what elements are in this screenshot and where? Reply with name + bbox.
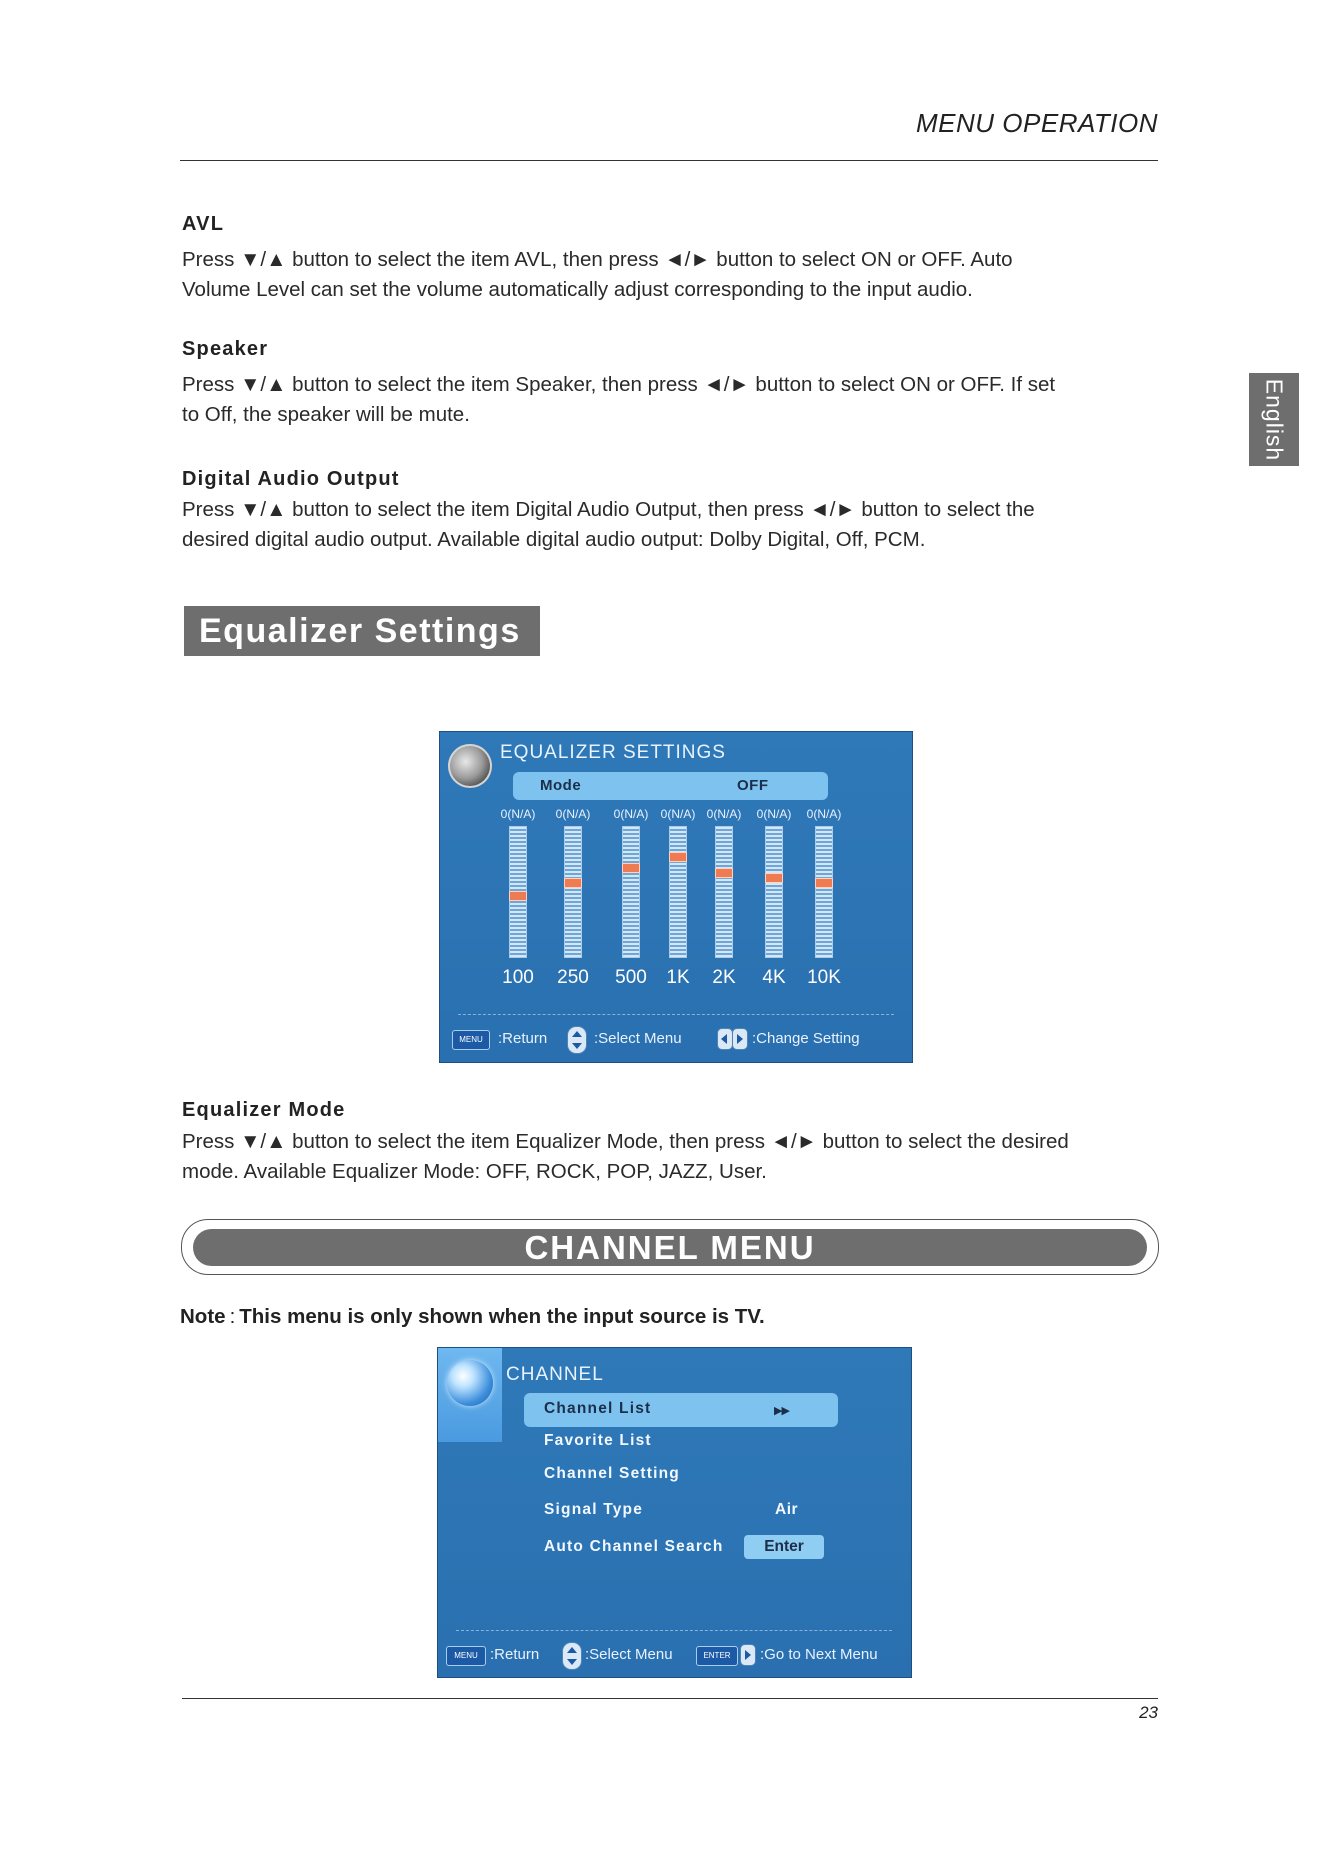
band-frequency-label: 1K [666,967,690,988]
speaker-icon [448,744,492,788]
note-label: Note [180,1305,226,1328]
band-slider-track[interactable] [815,826,833,958]
band-slider-thumb[interactable] [564,878,582,888]
footer-change-setting: :Change Setting [752,1030,860,1047]
mode-value: OFF [737,777,769,794]
band-slider-track[interactable] [669,826,687,958]
equalizer-settings-band [184,606,540,656]
band-value-label: 0(N/A) [806,807,842,821]
band-slider-thumb[interactable] [509,891,527,901]
globe-icon [447,1360,493,1406]
footer-divider [458,1014,894,1015]
band-value-label: 0(N/A) [756,807,792,821]
footer-go-to-next-menu: :Go to Next Menu [760,1646,878,1663]
section-title-speaker: Speaker [182,338,269,360]
band-value-label: 0(N/A) [660,807,696,821]
section-title-equalizer-mode: Equalizer Mode [182,1099,346,1121]
page-number: 23 [1139,1703,1158,1722]
body-line: Press ▼/▲ button to select the item AVL, then press ◄/► button to select ON or OFF. Auto [182,248,1013,271]
band-slider-thumb[interactable] [622,863,640,873]
section-body-digital-audio-output [182,495,1172,555]
note [180,1305,765,1329]
footer-return: :Return [490,1646,540,1663]
band-value-label: 0(N/A) [555,807,591,821]
band-frequency-label: 10K [807,967,841,988]
footer-rule [182,1698,1158,1699]
right-arrow-icon [740,1644,756,1666]
body-line: to Off, the speaker will be mute. [182,403,470,426]
menu-item-channel-list[interactable]: Channel List [544,1400,652,1417]
equalizer-settings-band-label: Equalizer Settings [199,612,521,650]
channel-screen [437,1347,912,1678]
mode-label: Mode [540,777,582,794]
body-line: mode. Available Equalizer Mode: OFF, ROCK, POP, JAZZ, User. [182,1160,767,1183]
language-tab [1249,373,1299,466]
menu-key-icon: MENU [446,1646,486,1666]
section-title-digital-audio-output: Digital Audio Output [182,468,400,490]
equalizer-screen-title: EQUALIZER SETTINGS [500,742,726,763]
footer-divider [456,1630,892,1631]
right-arrow-icon [732,1028,748,1050]
body-line: Volume Level can set the volume automatically adjust corresponding to the input audio. [182,278,973,301]
page-header-title: MENU OPERATION [916,108,1158,138]
band-frequency-label: 100 [502,967,534,988]
body-line: Press ▼/▲ button to select the item Speaker, then press ◄/► button to select ON or OFF. If set [182,373,1056,396]
menu-item-channel-setting[interactable]: Channel Setting [544,1465,680,1482]
menu-item-favorite-list[interactable]: Favorite List [544,1432,652,1449]
band-value-label: 0(N/A) [613,807,649,821]
mode-row[interactable] [513,772,828,800]
section-body-avl [182,245,1172,305]
footer-return: :Return [498,1030,548,1047]
signal-type-value: Air [775,1501,799,1518]
body-line: Press ▼/▲ button to select the item Equalizer Mode, then press ◄/► button to select the desired [182,1130,1069,1153]
enter-button[interactable]: Enter [744,1535,824,1559]
band-value-label: 0(N/A) [500,807,536,821]
body-line: Press ▼/▲ button to select the item Digital Audio Output, then press ◄/► button to select the [182,498,1035,521]
enter-key-icon: ENTER [696,1646,738,1666]
band-frequency-label: 4K [762,967,786,988]
band-value-label: 0(N/A) [706,807,742,821]
up-down-icon [562,1642,582,1670]
channel-screen-title: CHANNEL [506,1364,604,1385]
band-frequency-label: 2K [712,967,736,988]
left-arrow-icon [717,1028,733,1050]
band-slider-track[interactable] [622,826,640,958]
channel-menu-band [193,1229,1147,1266]
note-separator: : [229,1305,236,1328]
menu-item-auto-channel-search[interactable]: Auto Channel Search [544,1538,724,1555]
channel-menu-band-label: CHANNEL MENU [524,1229,816,1266]
band-slider-track[interactable] [715,826,733,958]
note-text: This menu is only shown when the input source is TV. [239,1305,765,1328]
equalizer-screen [439,731,913,1063]
band-slider-track[interactable] [564,826,582,958]
band-slider-thumb[interactable] [715,868,733,878]
band-slider-track[interactable] [765,826,783,958]
menu-key-icon: MENU [452,1030,490,1050]
footer-select-menu: :Select Menu [594,1030,682,1047]
language-tab-label: English [1261,378,1288,461]
band-slider-thumb[interactable] [669,852,687,862]
band-frequency-label: 500 [615,967,647,988]
band-slider-thumb[interactable] [765,873,783,883]
menu-item-signal-type[interactable]: Signal Type [544,1501,644,1518]
section-title-avl: AVL [182,213,225,235]
section-body-equalizer-mode [182,1127,1172,1187]
band-frequency-label: 250 [557,967,589,988]
body-line: desired digital audio output. Available digital audio output: Dolby Digital, Off, PCM. [182,528,926,551]
header-rule [180,160,1158,161]
band-slider-thumb[interactable] [815,878,833,888]
footer-select-menu: :Select Menu [585,1646,673,1663]
submenu-arrows-icon: ▶▶ [774,1405,789,1417]
up-down-icon [567,1026,587,1054]
section-body-speaker [182,370,1172,430]
